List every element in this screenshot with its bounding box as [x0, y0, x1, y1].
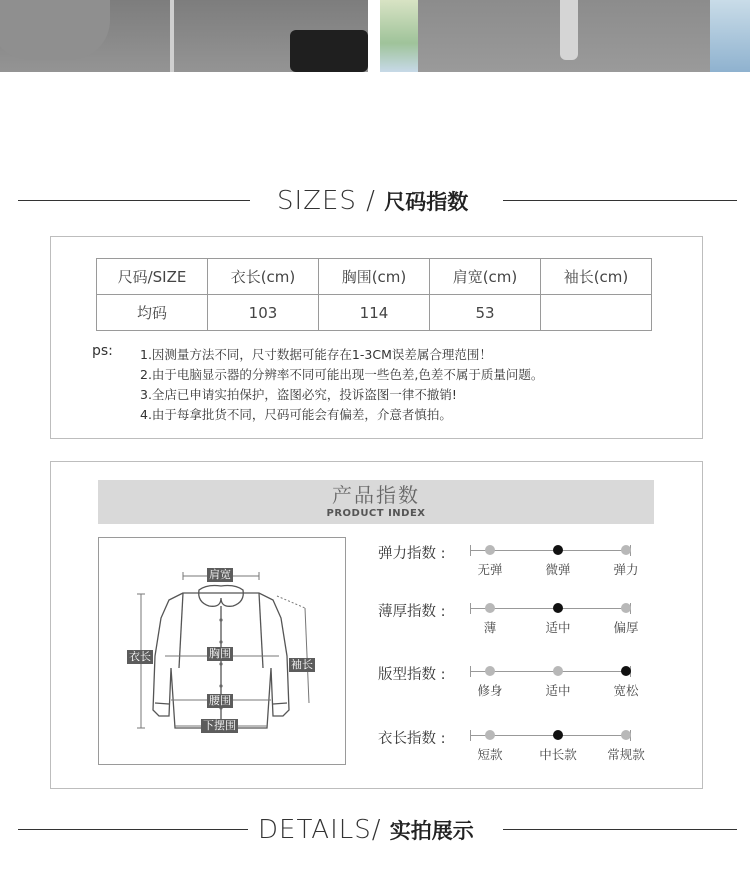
scale-dot-selected: [553, 730, 563, 740]
measurement-diagram: [98, 537, 346, 765]
scale-option-label: 适中: [545, 620, 571, 635]
title-divider-left: [18, 829, 248, 830]
index-scale-track: [470, 671, 639, 698]
scale-dot: [485, 545, 495, 555]
scale-dot: [621, 730, 631, 740]
store-poster: [380, 0, 418, 72]
scale-option-label: 无弹: [477, 562, 503, 577]
index-scale-row: [378, 604, 668, 648]
note-item: 3.全店已申请实拍保护，盗图必究，投诉盗图一律不撤销!: [140, 387, 457, 402]
title-divider-right: [503, 200, 737, 201]
sizes-title-en: SIZES /: [277, 186, 376, 216]
notes-prefix: ps:: [92, 343, 113, 359]
scale-end-tick: [470, 545, 471, 556]
table-cell: [541, 295, 652, 331]
diagram-label-waist: 腰围: [209, 694, 231, 707]
scale-option-label: 适中: [545, 683, 571, 698]
scale-option-label: 中长款: [539, 747, 577, 762]
product-index-title-cn: 产品指数: [332, 483, 420, 507]
index-scale-track: [470, 608, 639, 635]
table-cell: 114: [319, 295, 430, 331]
details-title-en: DETAILS/: [258, 815, 382, 845]
table-header-row: [97, 259, 652, 295]
sizes-title-cn: 尺码指数: [384, 190, 469, 214]
details-section-title: [0, 810, 750, 850]
note-item: 2.由于电脑显示器的分辨率不同可能出现一些色差,色差不属于质量问题。: [140, 367, 544, 382]
index-scale-name: 衣长指数 :: [378, 731, 446, 747]
index-scale-name: 弹力指数 :: [378, 546, 446, 562]
scale-option-label: 薄: [483, 620, 497, 635]
scale-option-label: 宽松: [613, 683, 639, 698]
scale-option-label: 弹力: [613, 562, 639, 577]
note-item: 4.由于每拿批货不同，尺码可能会有偏差，介意者慎拍。: [140, 407, 452, 422]
index-scale-name: 版型指数 :: [378, 667, 446, 683]
index-scale-name: 薄厚指数 :: [378, 604, 446, 620]
scale-option-label: 微弹: [545, 562, 571, 577]
scale-option-label: 短款: [477, 747, 503, 762]
scale-option-label: 修身: [477, 683, 503, 698]
display-stand: [170, 0, 174, 72]
clothing-rack: [290, 30, 368, 72]
scale-dot: [485, 603, 495, 613]
table-header-cell: 袖长(cm): [541, 259, 652, 295]
diagram-label-length: 衣长: [129, 650, 151, 663]
scale-dot: [621, 603, 631, 613]
title-divider-left: [18, 200, 250, 201]
scale-dot: [553, 666, 563, 676]
sweater-sleeve: [0, 0, 110, 60]
product-index-banner: [98, 480, 654, 524]
scale-dot: [485, 666, 495, 676]
scale-option-label: 偏厚: [613, 620, 639, 635]
product-index-title-en: PRODUCT INDEX: [326, 508, 426, 519]
scale-dot-selected: [553, 603, 563, 613]
table-cell: 53: [430, 295, 541, 331]
scale-end-tick: [470, 603, 471, 614]
diagram-label-hem: 下摆围: [203, 719, 236, 732]
scale-end-tick: [470, 666, 471, 677]
diagram-label-chest: 胸围: [209, 647, 231, 660]
table-cell: 103: [208, 295, 319, 331]
scale-option-label: 常规款: [607, 747, 645, 762]
table-cell: 均码: [97, 295, 208, 331]
title-divider-right: [503, 829, 737, 830]
index-scale-track: [470, 550, 639, 577]
details-title-cn: 实拍展示: [389, 819, 474, 843]
table-header-cell: 衣长(cm): [208, 259, 319, 295]
store-sign: [710, 0, 750, 72]
index-scale-row: [378, 546, 668, 590]
table-row: [97, 295, 652, 331]
index-scale-row: [378, 731, 668, 775]
drawstring-cord: [560, 0, 578, 60]
scale-dot: [621, 545, 631, 555]
scale-dot: [485, 730, 495, 740]
table-header-cell: 肩宽(cm): [430, 259, 541, 295]
size-table: [96, 258, 652, 331]
product-photo-left: [0, 0, 368, 72]
sizes-section-title: [0, 181, 750, 221]
table-header-cell: 胸围(cm): [319, 259, 430, 295]
diagram-label-shoulder: 肩宽: [209, 568, 231, 581]
product-photo-right: [380, 0, 750, 72]
table-header-cell: 尺码/SIZE: [97, 259, 208, 295]
index-scale-row: [378, 667, 668, 711]
note-item: 1.因测量方法不同，尺寸数据可能存在1-3CM误差属合理范围！: [140, 347, 492, 362]
scale-end-tick: [470, 730, 471, 741]
index-scale-track: [470, 735, 645, 762]
scale-dot-selected: [621, 666, 631, 676]
scale-dot-selected: [553, 545, 563, 555]
diagram-label-sleeve: 袖长: [291, 658, 313, 671]
